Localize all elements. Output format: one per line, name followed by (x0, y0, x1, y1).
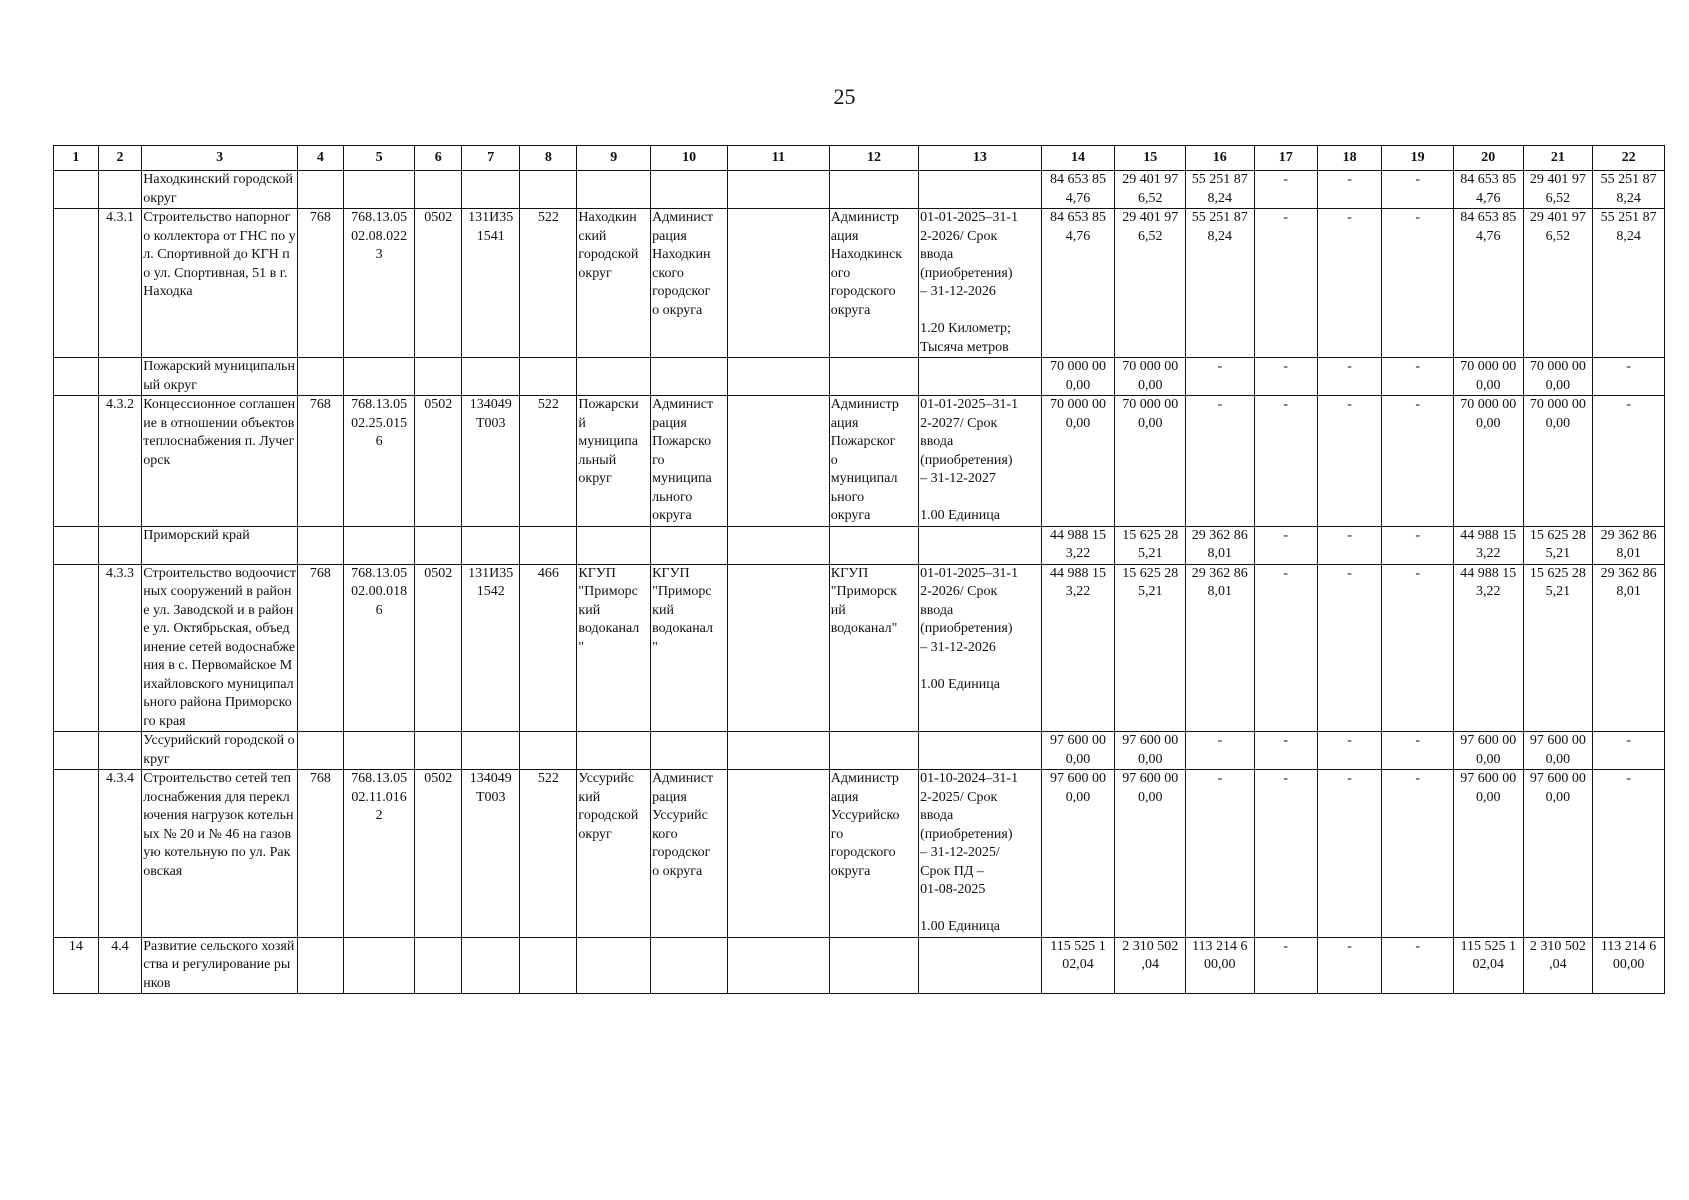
item-code: 4.3.3 (98, 564, 142, 732)
column-header: 11 (728, 146, 830, 171)
col-11 (728, 770, 830, 938)
amount-19: - (1382, 526, 1454, 564)
municipality: Находкин ский городской округ (577, 209, 651, 358)
column-header: 16 (1186, 146, 1255, 171)
amount-20: 70 000 00 0,00 (1453, 396, 1523, 527)
item-name: Пожарский муниципальный округ (142, 358, 298, 396)
customer (651, 171, 728, 209)
amount-19: - (1382, 171, 1454, 209)
amount-16: 29 362 86 8,01 (1186, 564, 1255, 732)
item-name: Концессионное соглашение в отношении объектов теплоснабжения п. Лучегорск (142, 396, 298, 527)
code-8 (520, 171, 577, 209)
amount-16: 55 251 87 8,24 (1186, 209, 1255, 358)
code-7 (462, 358, 520, 396)
amount-16: - (1186, 396, 1255, 527)
amount-22: - (1593, 732, 1665, 770)
column-header: 1 (54, 146, 99, 171)
table-row (54, 770, 1665, 938)
municipality (577, 526, 651, 564)
code-5 (343, 358, 415, 396)
amount-18: - (1317, 171, 1381, 209)
code-7: 134049 T003 (462, 770, 520, 938)
amount-18: - (1317, 526, 1381, 564)
developer: Администр ация Пожарског о муниципал ьного округа (829, 396, 918, 527)
code-8: 522 (520, 209, 577, 358)
code-4 (298, 526, 344, 564)
item-name: Строительство напорного коллектора от ГНС по ул. Спортивной до КГН по ул. Спортивная, 51 в г. Находка (142, 209, 298, 358)
code-8 (520, 358, 577, 396)
column-header: 17 (1254, 146, 1317, 171)
municipality (577, 171, 651, 209)
code-7 (462, 526, 520, 564)
amount-16: - (1186, 770, 1255, 938)
column-header: 12 (829, 146, 918, 171)
amount-16: - (1186, 358, 1255, 396)
customer (651, 937, 728, 994)
amount-14: 44 988 15 3,22 (1041, 564, 1115, 732)
amount-19: - (1382, 770, 1454, 938)
amount-21: 70 000 00 0,00 (1523, 358, 1593, 396)
code-7: 131И35 1542 (462, 564, 520, 732)
code-6 (415, 171, 462, 209)
dates-and-capacity (919, 358, 1042, 396)
amount-21: 70 000 00 0,00 (1523, 396, 1593, 527)
row-number: 14 (54, 937, 99, 994)
customer (651, 358, 728, 396)
amount-15: 97 600 00 0,00 (1115, 770, 1186, 938)
amount-14: 70 000 00 0,00 (1041, 358, 1115, 396)
item-code: 4.4 (98, 937, 142, 994)
amount-17: - (1254, 526, 1317, 564)
code-5 (343, 937, 415, 994)
amount-15: 29 401 97 6,52 (1115, 171, 1186, 209)
developer: Администр ация Уссурийско го городского округа (829, 770, 918, 938)
code-8: 522 (520, 770, 577, 938)
code-4 (298, 732, 344, 770)
amount-16: 55 251 87 8,24 (1186, 171, 1255, 209)
dates-and-capacity (919, 937, 1042, 994)
page-number: 25 (833, 84, 856, 109)
amount-17: - (1254, 564, 1317, 732)
table-row (54, 564, 1665, 732)
amount-19: - (1382, 564, 1454, 732)
municipality (577, 937, 651, 994)
code-5 (343, 526, 415, 564)
developer: Администр ация Находкинск ого городского округа (829, 209, 918, 358)
amount-14: 70 000 00 0,00 (1041, 396, 1115, 527)
amount-16: - (1186, 732, 1255, 770)
code-5: 768.13.05 02.08.022 3 (343, 209, 415, 358)
code-7: 134049 T003 (462, 396, 520, 527)
col-11 (728, 209, 830, 358)
row-number (54, 358, 99, 396)
column-header: 2 (98, 146, 142, 171)
column-header: 6 (415, 146, 462, 171)
dates-and-capacity (919, 526, 1042, 564)
amount-22: - (1593, 358, 1665, 396)
developer (829, 732, 918, 770)
amount-18: - (1317, 732, 1381, 770)
amount-14: 84 653 85 4,76 (1041, 171, 1115, 209)
code-5 (343, 171, 415, 209)
amount-20: 97 600 00 0,00 (1453, 770, 1523, 938)
item-code: 4.3.2 (98, 396, 142, 527)
row-number (54, 770, 99, 938)
amount-14: 97 600 00 0,00 (1041, 732, 1115, 770)
col-11 (728, 564, 830, 732)
col-11 (728, 526, 830, 564)
item-name: Развитие сельского хозяйства и регулирование рынков (142, 937, 298, 994)
data-table (53, 145, 1665, 994)
item-code (98, 358, 142, 396)
column-header: 13 (919, 146, 1042, 171)
municipality: Пожарски й муниципа льный округ (577, 396, 651, 527)
amount-20: 84 653 85 4,76 (1453, 209, 1523, 358)
column-header: 20 (1453, 146, 1523, 171)
item-name: Уссурийский городской округ (142, 732, 298, 770)
amount-20: 115 525 1 02,04 (1453, 937, 1523, 994)
item-name: Находкинский городской округ (142, 171, 298, 209)
municipality (577, 732, 651, 770)
customer: Админист рация Находкин ского городског о округа (651, 209, 728, 358)
code-8 (520, 937, 577, 994)
amount-21: 15 625 28 5,21 (1523, 526, 1593, 564)
dates-and-capacity: 01-01-2025–31-1 2-2026/ Срок ввода (приобретения) – 31-12-2026 1.20 Километр; Тысяча метров (919, 209, 1042, 358)
column-header: 14 (1041, 146, 1115, 171)
amount-17: - (1254, 732, 1317, 770)
code-7 (462, 171, 520, 209)
amount-16: 113 214 6 00,00 (1186, 937, 1255, 994)
group-row (54, 526, 1665, 564)
code-4 (298, 937, 344, 994)
amount-14: 115 525 1 02,04 (1041, 937, 1115, 994)
amount-20: 44 988 15 3,22 (1453, 526, 1523, 564)
amount-20: 44 988 15 3,22 (1453, 564, 1523, 732)
column-header: 7 (462, 146, 520, 171)
dates-and-capacity (919, 171, 1042, 209)
row-number (54, 732, 99, 770)
code-5: 768.13.05 02.11.016 2 (343, 770, 415, 938)
code-6: 0502 (415, 209, 462, 358)
amount-18: - (1317, 358, 1381, 396)
amount-15: 15 625 28 5,21 (1115, 564, 1186, 732)
column-header: 15 (1115, 146, 1186, 171)
code-6: 0502 (415, 396, 462, 527)
customer: Админист рация Уссурийс кого городског о округа (651, 770, 728, 938)
amount-19: - (1382, 358, 1454, 396)
amount-17: - (1254, 396, 1317, 527)
amount-22: - (1593, 396, 1665, 527)
amount-21: 97 600 00 0,00 (1523, 732, 1593, 770)
code-4: 768 (298, 396, 344, 527)
item-name: Строительство сетей теплоснабжения для переключения нагрузок котельных № 20 и № 46 на газовую котельную по ул. Раковская (142, 770, 298, 938)
amount-19: - (1382, 937, 1454, 994)
code-4 (298, 171, 344, 209)
item-code (98, 526, 142, 564)
customer: КГУП "Приморс кий водоканал " (651, 564, 728, 732)
column-header: 21 (1523, 146, 1593, 171)
column-header: 9 (577, 146, 651, 171)
amount-15: 70 000 00 0,00 (1115, 358, 1186, 396)
dates-and-capacity: 01-10-2024–31-1 2-2025/ Срок ввода (приобретения) – 31-12-2025/ Срок ПД – 01-08-2025 1.00 Единица (919, 770, 1042, 938)
code-8 (520, 526, 577, 564)
code-5: 768.13.05 02.00.018 6 (343, 564, 415, 732)
amount-17: - (1254, 937, 1317, 994)
customer: Админист рация Пожарско го муниципа льного округа (651, 396, 728, 527)
amount-14: 97 600 00 0,00 (1041, 770, 1115, 938)
code-8 (520, 732, 577, 770)
amount-21: 29 401 97 6,52 (1523, 171, 1593, 209)
amount-16: 29 362 86 8,01 (1186, 526, 1255, 564)
amount-15: 15 625 28 5,21 (1115, 526, 1186, 564)
customer (651, 526, 728, 564)
municipality: Уссурийс кий городской округ (577, 770, 651, 938)
amount-18: - (1317, 564, 1381, 732)
col-11 (728, 937, 830, 994)
amount-21: 2 310 502 ,04 (1523, 937, 1593, 994)
row-number (54, 526, 99, 564)
row-number (54, 564, 99, 732)
amount-22: 29 362 86 8,01 (1593, 526, 1665, 564)
col-11 (728, 171, 830, 209)
developer (829, 358, 918, 396)
amount-18: - (1317, 937, 1381, 994)
amount-19: - (1382, 732, 1454, 770)
amount-15: 97 600 00 0,00 (1115, 732, 1186, 770)
table-row (54, 209, 1665, 358)
developer (829, 171, 918, 209)
customer (651, 732, 728, 770)
item-code: 4.3.4 (98, 770, 142, 938)
amount-22: - (1593, 770, 1665, 938)
column-header: 8 (520, 146, 577, 171)
code-7 (462, 937, 520, 994)
municipality (577, 358, 651, 396)
amount-18: - (1317, 396, 1381, 527)
col-11 (728, 396, 830, 527)
group-row (54, 171, 1665, 209)
amount-17: - (1254, 209, 1317, 358)
item-code: 4.3.1 (98, 209, 142, 358)
amount-19: - (1382, 209, 1454, 358)
group-row (54, 358, 1665, 396)
amount-14: 84 653 85 4,76 (1041, 209, 1115, 358)
code-7: 131И35 1541 (462, 209, 520, 358)
amount-21: 97 600 00 0,00 (1523, 770, 1593, 938)
col-11 (728, 358, 830, 396)
amount-21: 15 625 28 5,21 (1523, 564, 1593, 732)
amount-20: 97 600 00 0,00 (1453, 732, 1523, 770)
column-header: 18 (1317, 146, 1381, 171)
amount-17: - (1254, 358, 1317, 396)
item-code (98, 732, 142, 770)
group-row (54, 732, 1665, 770)
code-6 (415, 526, 462, 564)
column-header: 5 (343, 146, 415, 171)
column-header: 4 (298, 146, 344, 171)
row-number (54, 171, 99, 209)
amount-20: 84 653 85 4,76 (1453, 171, 1523, 209)
code-7 (462, 732, 520, 770)
row-number (54, 396, 99, 527)
code-5 (343, 732, 415, 770)
table-row (54, 937, 1665, 994)
municipality: КГУП "Приморс кий водоканал " (577, 564, 651, 732)
code-6: 0502 (415, 770, 462, 938)
code-4: 768 (298, 209, 344, 358)
code-6: 0502 (415, 564, 462, 732)
code-8: 466 (520, 564, 577, 732)
developer: КГУП "Приморск ий водоканал" (829, 564, 918, 732)
amount-22: 29 362 86 8,01 (1593, 564, 1665, 732)
column-header: 3 (142, 146, 298, 171)
item-name: Приморский край (142, 526, 298, 564)
amount-17: - (1254, 770, 1317, 938)
row-number (54, 209, 99, 358)
code-4: 768 (298, 564, 344, 732)
amount-21: 29 401 97 6,52 (1523, 209, 1593, 358)
code-6 (415, 937, 462, 994)
amount-22: 55 251 87 8,24 (1593, 171, 1665, 209)
item-code (98, 171, 142, 209)
code-4 (298, 358, 344, 396)
code-4: 768 (298, 770, 344, 938)
amount-20: 70 000 00 0,00 (1453, 358, 1523, 396)
amount-18: - (1317, 770, 1381, 938)
dates-and-capacity (919, 732, 1042, 770)
table-row (54, 396, 1665, 527)
column-header: 19 (1382, 146, 1454, 171)
amount-22: 55 251 87 8,24 (1593, 209, 1665, 358)
amount-18: - (1317, 209, 1381, 358)
header-row (54, 146, 1665, 171)
amount-14: 44 988 15 3,22 (1041, 526, 1115, 564)
column-header: 10 (651, 146, 728, 171)
developer (829, 937, 918, 994)
col-11 (728, 732, 830, 770)
code-5: 768.13.05 02.25.015 6 (343, 396, 415, 527)
column-header: 22 (1593, 146, 1665, 171)
dates-and-capacity: 01-01-2025–31-1 2-2027/ Срок ввода (приобретения) – 31-12-2027 1.00 Единица (919, 396, 1042, 527)
amount-19: - (1382, 396, 1454, 527)
code-8: 522 (520, 396, 577, 527)
item-name: Строительство водоочистных сооружений в районе ул. Заводской и в районе ул. Октябрьская, объединение сетей водоснабжения в с. Первомайское Михайловского муниципального района Приморского края (142, 564, 298, 732)
amount-17: - (1254, 171, 1317, 209)
code-6 (415, 358, 462, 396)
amount-22: 113 214 6 00,00 (1593, 937, 1665, 994)
dates-and-capacity: 01-01-2025–31-1 2-2026/ Срок ввода (приобретения) – 31-12-2026 1.00 Единица (919, 564, 1042, 732)
developer (829, 526, 918, 564)
amount-15: 2 310 502 ,04 (1115, 937, 1186, 994)
amount-15: 29 401 97 6,52 (1115, 209, 1186, 358)
amount-15: 70 000 00 0,00 (1115, 396, 1186, 527)
code-6 (415, 732, 462, 770)
